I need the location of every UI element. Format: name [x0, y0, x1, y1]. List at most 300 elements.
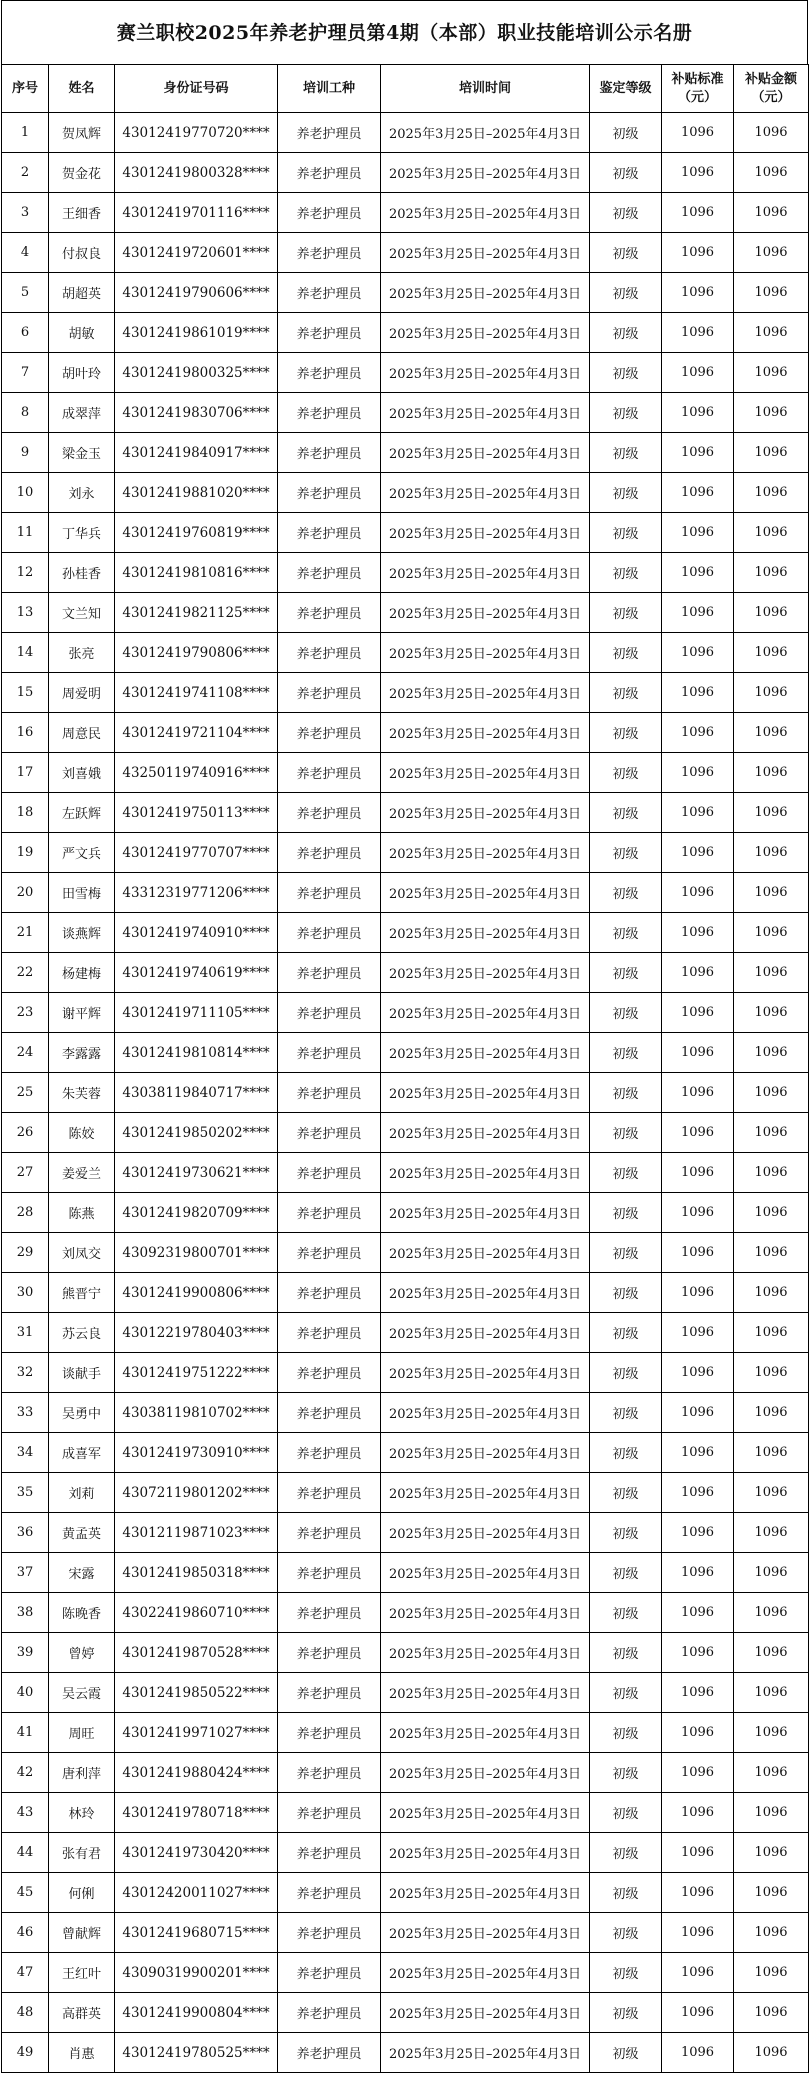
cell-name: 梁金玉 — [49, 433, 115, 473]
cell-index: 21 — [2, 913, 49, 953]
cell-trade: 养老护理员 — [278, 1473, 381, 1513]
table-row — [2, 1713, 809, 1753]
table-header — [2, 65, 809, 113]
cell-trade: 养老护理员 — [278, 673, 381, 713]
cell-subsidy-standard: 1096 — [662, 1393, 734, 1433]
cell-subsidy-standard: 1096 — [662, 953, 734, 993]
cell-id-number: 43012420011027**** — [115, 1873, 278, 1913]
cell-subsidy-standard: 1096 — [662, 1153, 734, 1193]
cell-name: 刘喜娥 — [49, 753, 115, 793]
cell-id-number: 43250119740916**** — [115, 753, 278, 793]
cell-level: 初级 — [590, 1113, 662, 1153]
cell-subsidy-standard: 1096 — [662, 353, 734, 393]
cell-subsidy-amount: 1096 — [734, 1433, 809, 1473]
table-row — [2, 1393, 809, 1433]
cell-subsidy-standard: 1096 — [662, 833, 734, 873]
cell-name: 唐利萍 — [49, 1753, 115, 1793]
cell-subsidy-amount: 1096 — [734, 113, 809, 153]
table-row — [2, 1073, 809, 1113]
cell-subsidy-standard: 1096 — [662, 1313, 734, 1353]
cell-period: 2025年3月25日–2025年4月3日 — [381, 1433, 590, 1473]
cell-index: 5 — [2, 273, 49, 313]
cell-period: 2025年3月25日–2025年4月3日 — [381, 1393, 590, 1433]
cell-index: 34 — [2, 1433, 49, 1473]
cell-level: 初级 — [590, 1033, 662, 1073]
cell-subsidy-amount: 1096 — [734, 1233, 809, 1273]
cell-trade: 养老护理员 — [278, 313, 381, 353]
table-row — [2, 953, 809, 993]
cell-index: 46 — [2, 1913, 49, 1953]
table-row — [2, 1913, 809, 1953]
cell-subsidy-standard: 1096 — [662, 713, 734, 753]
cell-period: 2025年3月25日–2025年4月3日 — [381, 1273, 590, 1313]
cell-trade: 养老护理员 — [278, 873, 381, 913]
cell-period: 2025年3月25日–2025年4月3日 — [381, 1473, 590, 1513]
cell-name: 曾献辉 — [49, 1913, 115, 1953]
cell-trade: 养老护理员 — [278, 1513, 381, 1553]
cell-subsidy-standard: 1096 — [662, 1833, 734, 1873]
cell-period: 2025年3月25日–2025年4月3日 — [381, 913, 590, 953]
cell-period: 2025年3月25日–2025年4月3日 — [381, 993, 590, 1033]
cell-subsidy-amount: 1096 — [734, 1593, 809, 1633]
cell-name: 谈燕辉 — [49, 913, 115, 953]
cell-period: 2025年3月25日–2025年4月3日 — [381, 1673, 590, 1713]
cell-subsidy-amount: 1096 — [734, 1153, 809, 1193]
cell-name: 周旺 — [49, 1713, 115, 1753]
cell-index: 11 — [2, 513, 49, 553]
cell-period: 2025年3月25日–2025年4月3日 — [381, 393, 590, 433]
table-row — [2, 313, 809, 353]
cell-id-number: 43012419680715**** — [115, 1913, 278, 1953]
cell-id-number: 43012419881020**** — [115, 473, 278, 513]
cell-index: 40 — [2, 1673, 49, 1713]
cell-id-number: 43022419860710**** — [115, 1593, 278, 1633]
cell-name: 宋露 — [49, 1553, 115, 1593]
header-subsidy-standard-line1: 补贴标准 — [671, 71, 724, 87]
cell-period: 2025年3月25日–2025年4月3日 — [381, 753, 590, 793]
cell-index: 12 — [2, 553, 49, 593]
cell-subsidy-standard: 1096 — [662, 993, 734, 1033]
cell-index: 33 — [2, 1393, 49, 1433]
cell-period: 2025年3月25日–2025年4月3日 — [381, 633, 590, 673]
cell-period: 2025年3月25日–2025年4月3日 — [381, 873, 590, 913]
cell-trade: 养老护理员 — [278, 193, 381, 233]
cell-id-number: 43012419900804**** — [115, 1993, 278, 2033]
cell-name: 周爱明 — [49, 673, 115, 713]
table-row — [2, 753, 809, 793]
cell-level: 初级 — [590, 993, 662, 1033]
cell-subsidy-amount: 1096 — [734, 193, 809, 233]
cell-trade: 养老护理员 — [278, 1793, 381, 1833]
cell-level: 初级 — [590, 1513, 662, 1553]
cell-level: 初级 — [590, 193, 662, 233]
cell-id-number: 43012419840917**** — [115, 433, 278, 473]
cell-index: 48 — [2, 1993, 49, 2033]
cell-subsidy-standard: 1096 — [662, 433, 734, 473]
table-row — [2, 1873, 809, 1913]
cell-level: 初级 — [590, 1633, 662, 1673]
table-row — [2, 913, 809, 953]
table-row — [2, 1153, 809, 1193]
cell-index: 44 — [2, 1833, 49, 1873]
cell-subsidy-amount: 1096 — [734, 673, 809, 713]
cell-index: 27 — [2, 1153, 49, 1193]
cell-subsidy-amount: 1096 — [734, 753, 809, 793]
cell-level: 初级 — [590, 273, 662, 313]
cell-id-number: 43012419720601**** — [115, 233, 278, 273]
cell-trade: 养老护理员 — [278, 153, 381, 193]
cell-level: 初级 — [590, 1953, 662, 1993]
cell-index: 20 — [2, 873, 49, 913]
cell-subsidy-standard: 1096 — [662, 513, 734, 553]
cell-period: 2025年3月25日–2025年4月3日 — [381, 1713, 590, 1753]
cell-name: 谢平辉 — [49, 993, 115, 1033]
cell-id-number: 43012419880424**** — [115, 1753, 278, 1793]
cell-subsidy-amount: 1096 — [734, 1873, 809, 1913]
cell-period: 2025年3月25日–2025年4月3日 — [381, 193, 590, 233]
cell-period: 2025年3月25日–2025年4月3日 — [381, 113, 590, 153]
cell-trade: 养老护理员 — [278, 1953, 381, 1993]
cell-subsidy-amount: 1096 — [734, 233, 809, 273]
cell-index: 8 — [2, 393, 49, 433]
header-period: 培训时间 — [381, 65, 590, 113]
cell-name: 林玲 — [49, 1793, 115, 1833]
cell-level: 初级 — [590, 1193, 662, 1233]
cell-name: 苏云良 — [49, 1313, 115, 1353]
cell-id-number: 43012419760819**** — [115, 513, 278, 553]
cell-subsidy-amount: 1096 — [734, 1313, 809, 1353]
cell-subsidy-amount: 1096 — [734, 1833, 809, 1873]
cell-name: 朱芙蓉 — [49, 1073, 115, 1113]
cell-period: 2025年3月25日–2025年4月3日 — [381, 513, 590, 553]
cell-id-number: 43038119840717**** — [115, 1073, 278, 1113]
cell-period: 2025年3月25日–2025年4月3日 — [381, 1993, 590, 2033]
cell-level: 初级 — [590, 1273, 662, 1313]
table-row — [2, 393, 809, 433]
cell-period: 2025年3月25日–2025年4月3日 — [381, 313, 590, 353]
header-subsidy-amount — [734, 65, 809, 113]
cell-level: 初级 — [590, 1553, 662, 1593]
cell-trade: 养老护理员 — [278, 553, 381, 593]
cell-name: 曾婷 — [49, 1633, 115, 1673]
cell-id-number: 43012419830706**** — [115, 393, 278, 433]
cell-name: 严文兵 — [49, 833, 115, 873]
cell-level: 初级 — [590, 1473, 662, 1513]
cell-name: 姜爱兰 — [49, 1153, 115, 1193]
cell-trade: 养老护理员 — [278, 1553, 381, 1593]
cell-id-number: 43090319900201**** — [115, 1953, 278, 1993]
cell-name: 贺金花 — [49, 153, 115, 193]
table-row — [2, 1313, 809, 1353]
cell-index: 2 — [2, 153, 49, 193]
cell-level: 初级 — [590, 1673, 662, 1713]
cell-trade: 养老护理员 — [278, 833, 381, 873]
cell-subsidy-amount: 1096 — [734, 273, 809, 313]
cell-subsidy-amount: 1096 — [734, 1753, 809, 1793]
cell-subsidy-standard: 1096 — [662, 153, 734, 193]
cell-subsidy-standard: 1096 — [662, 1953, 734, 1993]
cell-level: 初级 — [590, 593, 662, 633]
cell-id-number: 43092319800701**** — [115, 1233, 278, 1273]
cell-subsidy-standard: 1096 — [662, 1193, 734, 1233]
cell-subsidy-standard: 1096 — [662, 1993, 734, 2033]
cell-index: 9 — [2, 433, 49, 473]
cell-subsidy-standard: 1096 — [662, 473, 734, 513]
cell-subsidy-amount: 1096 — [734, 1193, 809, 1233]
cell-trade: 养老护理员 — [278, 1393, 381, 1433]
cell-subsidy-amount: 1096 — [734, 793, 809, 833]
cell-trade: 养老护理员 — [278, 633, 381, 673]
cell-period: 2025年3月25日–2025年4月3日 — [381, 793, 590, 833]
cell-name: 刘永 — [49, 473, 115, 513]
table-row — [2, 1033, 809, 1073]
cell-index: 41 — [2, 1713, 49, 1753]
cell-subsidy-standard: 1096 — [662, 1233, 734, 1273]
cell-id-number: 43012419751222**** — [115, 1353, 278, 1393]
cell-id-number: 43012419850522**** — [115, 1673, 278, 1713]
cell-subsidy-amount: 1096 — [734, 1553, 809, 1593]
cell-index: 37 — [2, 1553, 49, 1593]
cell-subsidy-amount: 1096 — [734, 593, 809, 633]
cell-level: 初级 — [590, 233, 662, 273]
cell-trade: 养老护理员 — [278, 473, 381, 513]
cell-level: 初级 — [590, 1393, 662, 1433]
header-id-number: 身份证号码 — [115, 65, 278, 113]
cell-index: 10 — [2, 473, 49, 513]
table-row — [2, 593, 809, 633]
cell-subsidy-standard: 1096 — [662, 1593, 734, 1633]
cell-trade: 养老护理员 — [278, 793, 381, 833]
cell-index: 3 — [2, 193, 49, 233]
cell-id-number: 43012419971027**** — [115, 1713, 278, 1753]
header-trade: 培训工种 — [278, 65, 381, 113]
cell-period: 2025年3月25日–2025年4月3日 — [381, 473, 590, 513]
cell-level: 初级 — [590, 1753, 662, 1793]
cell-index: 32 — [2, 1353, 49, 1393]
cell-name: 胡超英 — [49, 273, 115, 313]
cell-trade: 养老护理员 — [278, 753, 381, 793]
cell-index: 4 — [2, 233, 49, 273]
cell-level: 初级 — [590, 793, 662, 833]
cell-level: 初级 — [590, 1913, 662, 1953]
cell-id-number: 43012419750113**** — [115, 793, 278, 833]
cell-period: 2025年3月25日–2025年4月3日 — [381, 713, 590, 753]
cell-period: 2025年3月25日–2025年4月3日 — [381, 553, 590, 593]
cell-name: 吴云霞 — [49, 1673, 115, 1713]
cell-id-number: 43072119801202**** — [115, 1473, 278, 1513]
cell-subsidy-standard: 1096 — [662, 793, 734, 833]
page-title: 赛兰职校2025年养老护理员第4期（本部）职业技能培训公示名册 — [1, 0, 808, 64]
cell-subsidy-amount: 1096 — [734, 913, 809, 953]
cell-index: 30 — [2, 1273, 49, 1313]
cell-subsidy-amount: 1096 — [734, 993, 809, 1033]
cell-subsidy-amount: 1096 — [734, 513, 809, 553]
cell-id-number: 43012419850318**** — [115, 1553, 278, 1593]
cell-name: 田雪梅 — [49, 873, 115, 913]
table-row — [2, 673, 809, 713]
cell-subsidy-amount: 1096 — [734, 873, 809, 913]
cell-index: 14 — [2, 633, 49, 673]
cell-level: 初级 — [590, 633, 662, 673]
table-row — [2, 793, 809, 833]
header-row — [2, 65, 809, 113]
cell-level: 初级 — [590, 913, 662, 953]
cell-id-number: 43012419780718**** — [115, 1793, 278, 1833]
cell-name: 陈晚香 — [49, 1593, 115, 1633]
cell-trade: 养老护理员 — [278, 913, 381, 953]
cell-subsidy-standard: 1096 — [662, 233, 734, 273]
cell-subsidy-amount: 1096 — [734, 1913, 809, 1953]
cell-subsidy-standard: 1096 — [662, 1713, 734, 1753]
cell-id-number: 43012419711105**** — [115, 993, 278, 1033]
cell-name: 贺凤辉 — [49, 113, 115, 153]
cell-subsidy-standard: 1096 — [662, 1553, 734, 1593]
cell-index: 42 — [2, 1753, 49, 1793]
cell-subsidy-amount: 1096 — [734, 1473, 809, 1513]
cell-period: 2025年3月25日–2025年4月3日 — [381, 1233, 590, 1273]
roster-table — [1, 64, 809, 2073]
cell-trade: 养老护理员 — [278, 273, 381, 313]
cell-subsidy-amount: 1096 — [734, 1673, 809, 1713]
cell-index: 36 — [2, 1513, 49, 1553]
cell-subsidy-standard: 1096 — [662, 673, 734, 713]
cell-trade: 养老护理员 — [278, 1233, 381, 1273]
cell-level: 初级 — [590, 2033, 662, 2073]
cell-level: 初级 — [590, 673, 662, 713]
cell-level: 初级 — [590, 1153, 662, 1193]
cell-index: 17 — [2, 753, 49, 793]
cell-period: 2025年3月25日–2025年4月3日 — [381, 1073, 590, 1113]
table-row — [2, 833, 809, 873]
cell-index: 47 — [2, 1953, 49, 1993]
cell-period: 2025年3月25日–2025年4月3日 — [381, 1953, 590, 1993]
table-row — [2, 873, 809, 913]
cell-index: 24 — [2, 1033, 49, 1073]
cell-level: 初级 — [590, 1233, 662, 1273]
cell-trade: 养老护理员 — [278, 1913, 381, 1953]
cell-period: 2025年3月25日–2025年4月3日 — [381, 1513, 590, 1553]
cell-name: 孙桂香 — [49, 553, 115, 593]
cell-subsidy-amount: 1096 — [734, 433, 809, 473]
table-row — [2, 473, 809, 513]
cell-name: 胡敏 — [49, 313, 115, 353]
cell-trade: 养老护理员 — [278, 1753, 381, 1793]
cell-level: 初级 — [590, 1313, 662, 1353]
cell-index: 13 — [2, 593, 49, 633]
cell-index: 6 — [2, 313, 49, 353]
cell-subsidy-amount: 1096 — [734, 1513, 809, 1553]
cell-period: 2025年3月25日–2025年4月3日 — [381, 1593, 590, 1633]
cell-name: 黄孟英 — [49, 1513, 115, 1553]
cell-index: 25 — [2, 1073, 49, 1113]
cell-subsidy-standard: 1096 — [662, 273, 734, 313]
cell-trade: 养老护理员 — [278, 1033, 381, 1073]
cell-id-number: 43012419770707**** — [115, 833, 278, 873]
cell-trade: 养老护理员 — [278, 1273, 381, 1313]
cell-subsidy-standard: 1096 — [662, 913, 734, 953]
cell-subsidy-amount: 1096 — [734, 313, 809, 353]
cell-index: 22 — [2, 953, 49, 993]
cell-subsidy-amount: 1096 — [734, 2033, 809, 2073]
cell-subsidy-standard: 1096 — [662, 873, 734, 913]
cell-level: 初级 — [590, 1993, 662, 2033]
cell-trade: 养老护理员 — [278, 1873, 381, 1913]
table-row — [2, 1673, 809, 1713]
cell-index: 15 — [2, 673, 49, 713]
cell-period: 2025年3月25日–2025年4月3日 — [381, 1913, 590, 1953]
cell-id-number: 43012419870528**** — [115, 1633, 278, 1673]
cell-name: 刘莉 — [49, 1473, 115, 1513]
cell-id-number: 43312319771206**** — [115, 873, 278, 913]
cell-name: 付叔良 — [49, 233, 115, 273]
cell-trade: 养老护理员 — [278, 433, 381, 473]
cell-level: 初级 — [590, 953, 662, 993]
cell-subsidy-amount: 1096 — [734, 1993, 809, 2033]
cell-trade: 养老护理员 — [278, 953, 381, 993]
header-level: 鉴定等级 — [590, 65, 662, 113]
cell-trade: 养老护理员 — [278, 1073, 381, 1113]
cell-index: 45 — [2, 1873, 49, 1913]
table-row — [2, 513, 809, 553]
cell-index: 38 — [2, 1593, 49, 1633]
cell-name: 李露露 — [49, 1033, 115, 1073]
cell-subsidy-standard: 1096 — [662, 1473, 734, 1513]
table-row — [2, 113, 809, 153]
table-row — [2, 1233, 809, 1273]
cell-name: 王细香 — [49, 193, 115, 233]
cell-subsidy-amount: 1096 — [734, 1713, 809, 1753]
cell-subsidy-amount: 1096 — [734, 713, 809, 753]
cell-level: 初级 — [590, 1713, 662, 1753]
cell-trade: 养老护理员 — [278, 353, 381, 393]
cell-id-number: 43012419821125**** — [115, 593, 278, 633]
table-row — [2, 1433, 809, 1473]
table-row — [2, 2033, 809, 2073]
cell-period: 2025年3月25日–2025年4月3日 — [381, 833, 590, 873]
cell-name: 高群英 — [49, 1993, 115, 2033]
cell-period: 2025年3月25日–2025年4月3日 — [381, 1313, 590, 1353]
table-row — [2, 1553, 809, 1593]
table-body — [2, 113, 809, 2073]
table-row — [2, 993, 809, 1033]
cell-name: 成翠萍 — [49, 393, 115, 433]
cell-name: 王红叶 — [49, 1953, 115, 1993]
cell-subsidy-standard: 1096 — [662, 313, 734, 353]
table-row — [2, 1953, 809, 1993]
cell-name: 杨建梅 — [49, 953, 115, 993]
header-subsidy-standard — [662, 65, 734, 113]
cell-name: 何俐 — [49, 1873, 115, 1913]
cell-period: 2025年3月25日–2025年4月3日 — [381, 2033, 590, 2073]
cell-name: 周意民 — [49, 713, 115, 753]
cell-trade: 养老护理员 — [278, 1113, 381, 1153]
cell-subsidy-amount: 1096 — [734, 1113, 809, 1153]
cell-period: 2025年3月25日–2025年4月3日 — [381, 1833, 590, 1873]
cell-id-number: 43012419900806**** — [115, 1273, 278, 1313]
header-subsidy-standard-line2: （元） — [677, 89, 717, 105]
table-row — [2, 433, 809, 473]
cell-subsidy-standard: 1096 — [662, 1433, 734, 1473]
cell-subsidy-amount: 1096 — [734, 633, 809, 673]
cell-level: 初级 — [590, 473, 662, 513]
cell-subsidy-amount: 1096 — [734, 353, 809, 393]
cell-subsidy-standard: 1096 — [662, 1273, 734, 1313]
cell-period: 2025年3月25日–2025年4月3日 — [381, 433, 590, 473]
cell-trade: 养老护理员 — [278, 1193, 381, 1233]
cell-period: 2025年3月25日–2025年4月3日 — [381, 673, 590, 713]
cell-name: 胡叶玲 — [49, 353, 115, 393]
cell-trade: 养老护理员 — [278, 1153, 381, 1193]
